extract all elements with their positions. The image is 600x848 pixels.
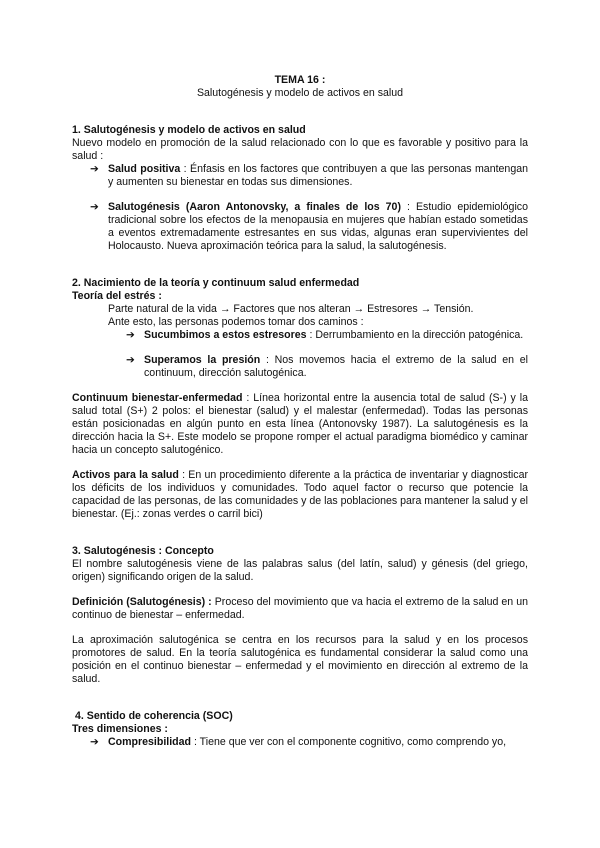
item-term: Salutogénesis (Aaron Antonovsky, a finales de los 70) (108, 201, 401, 213)
page-subtitle: Salutogénesis y modelo de activos en salud (196, 87, 404, 99)
section-3-paragraph-3: La aproximación salutogénica se centra en los recursos para la salud y en los procesos promotores de salud. En la teoría salutogénica es fundamental considerar la salud como una posición en el continuo bienestar – enfermedad y el movimiento en dirección al extremo de la salud. (72, 634, 528, 685)
arrow-icon: ➔ (126, 329, 135, 341)
section-3-heading: 3. Salutogénesis : Concepto (72, 545, 214, 557)
section-2-paragraph-continuum (72, 392, 528, 457)
section-4-heading: 4. Sentido de coherencia (SOC) (75, 710, 233, 722)
section-3-paragraph-1: El nombre salutogénesis viene de las palabras salus (del latín, salud) y génesis (del griego, origen) significando origen de la salud. (72, 558, 528, 583)
section-4-item-compresibilidad (90, 736, 528, 749)
arrow-icon: ➔ (90, 201, 99, 213)
paragraph-text: : En un procedimiento diferente a la práctica de inventariar y diagnosticar los déficits de los individuos y comunidades. Todo aquel factor o recurso que potencie la capacidad de las personas, de las comunidades y de las poblaciones para mantener la salud y el bienestar. (Ej.: zonas verdes o carril bici) (72, 469, 529, 520)
item-text: : Estudio epidemiológico tradicional sobre los efectos de la menopausia en mujeres que habían estado sometidas a eventos extremadamente estresantes en sus vidas, algunas eran supervivientes del Holocausto. Nueva aproximación teórica para la salud, la salutogénesis. (108, 201, 528, 252)
section-1-heading: 1. Salutogénesis y modelo de activos en salud (72, 124, 306, 136)
page-title: TEMA 16 : (274, 74, 326, 86)
arrow-icon: ➔ (126, 354, 135, 366)
section-2-subheading: Teoría del estrés : (72, 290, 162, 302)
section-2-paragraph-activos (72, 469, 528, 521)
arrow-icon: ➔ (90, 736, 99, 748)
section-1-item-salutogenesis (90, 201, 528, 253)
section-1-intro: Nuevo modelo en promoción de la salud relacionado con lo que es favorable y positivo para la salud : (72, 137, 528, 162)
paragraph-term: Activos para la salud (72, 469, 179, 481)
section-4-subheading: Tres dimensiones : (72, 723, 168, 735)
item-text: : Énfasis en los factores que contribuyen a que las personas mantengan y aumenten su bienestar en todas sus dimensiones. (108, 163, 528, 188)
item-term: Compresibilidad (108, 736, 191, 748)
arrow-icon: ➔ (90, 163, 99, 175)
item-term: Salud positiva (108, 163, 181, 175)
section-1-item-salud-positiva (90, 163, 528, 189)
section-2-line-1: Parte natural de la vida → Factores que nos alteran → Estresores → Tensión. (108, 303, 474, 315)
item-term: Sucumbimos a estos estresores (144, 329, 307, 341)
section-2-item-sucumbimos (126, 329, 528, 342)
section-2-heading: 2. Nacimiento de la teoría y continuum salud enfermedad (72, 277, 360, 289)
item-text: : Derrumbamiento en la dirección patogénica. (306, 329, 524, 341)
item-text: : Nos movemos hacia el extremo de la salud en el continuum, dirección salutogénica. (144, 354, 528, 379)
document-page (72, 74, 528, 749)
section-2-item-superamos (126, 354, 528, 380)
paragraph-text: Proceso del movimiento que va hacia el extremo de la salud en un continuo de bienestar – enfermedad. (72, 596, 528, 621)
section-3-paragraph-definicion (72, 596, 528, 622)
item-term: Superamos la presión (144, 354, 261, 366)
section-2-line-2: Ante esto, las personas podemos tomar dos caminos : (108, 316, 364, 328)
paragraph-term: Definición (Salutogénesis) : (72, 596, 212, 608)
paragraph-term: Continuum bienestar-enfermedad (72, 392, 243, 404)
item-text: : Tiene que ver con el componente cognitivo, como comprendo yo, (191, 736, 507, 748)
paragraph-text: : Línea horizontal entre la ausencia total de salud (S-) y la salud total (S+) 2 polos: el bienestar (salud) y el malestar (enfermedad). Todas las personas están posicionadas en algún punto en esta línea (Antonovsky 1987). La salutogénesis es la dirección hacia la S+. Este modelo se propone romper el actual paradigma biomédico y caminar hacia un concepto salutogénico. (72, 392, 528, 456)
